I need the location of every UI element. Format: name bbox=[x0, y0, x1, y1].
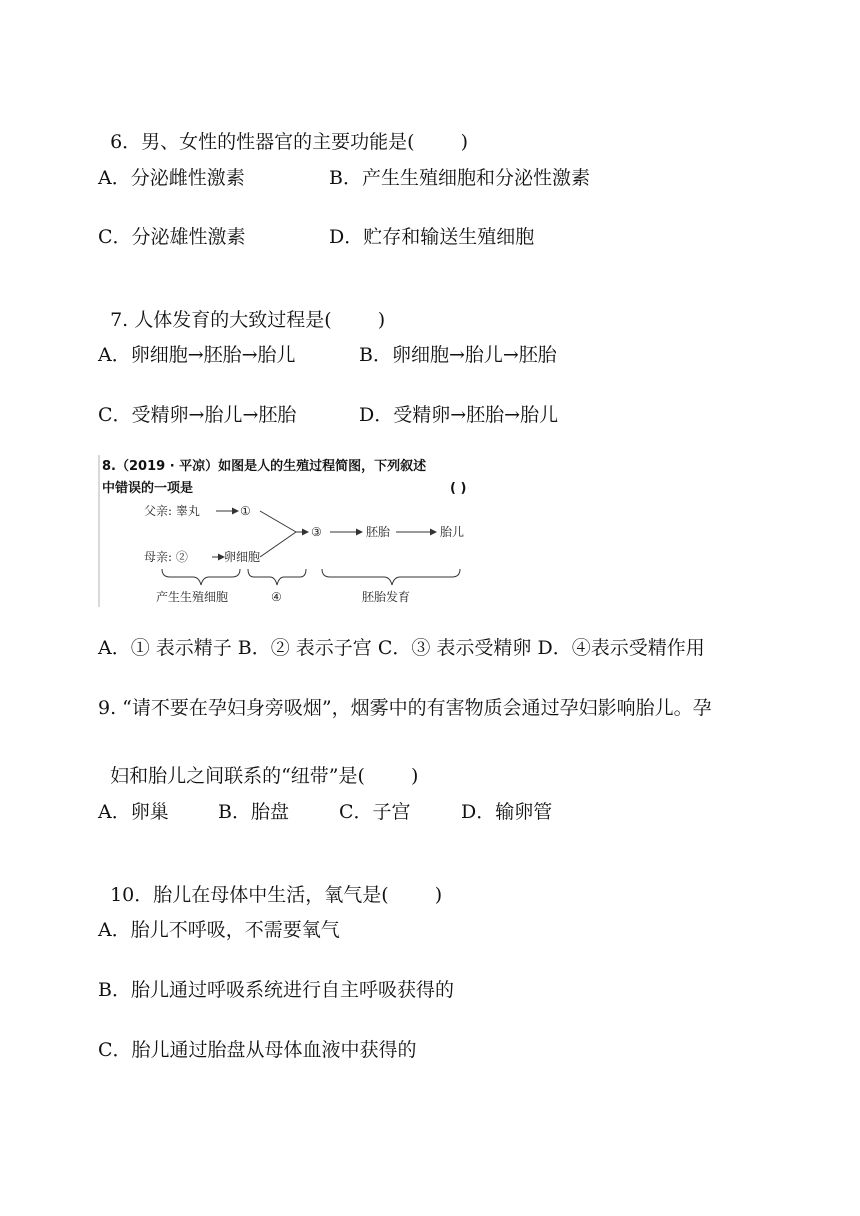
answer-blank-close: ) bbox=[460, 131, 469, 153]
answer-blank-close: ) bbox=[377, 309, 386, 331]
question-6-option-a: A．分泌雌性激素 bbox=[98, 167, 245, 189]
father-testis-label: 父亲: 睾丸 bbox=[144, 504, 200, 518]
marker-1: ① bbox=[240, 504, 251, 518]
question-10-option-b: B．胎儿通过呼吸系统进行自主呼吸获得的 bbox=[98, 979, 454, 1001]
fetus-label: 胎儿 bbox=[440, 525, 465, 539]
figure-header-paren: ( ) bbox=[450, 481, 467, 496]
line-egg-to-3 bbox=[260, 532, 296, 557]
answer-blank-close: ) bbox=[410, 765, 419, 787]
question-9-option-c: C．子宫 bbox=[339, 801, 411, 823]
brace-gamete-label: 产生生殖细胞 bbox=[156, 590, 229, 604]
question-9-option-a: A．卵巢 bbox=[98, 801, 169, 823]
brace-4-label: ④ bbox=[271, 590, 282, 604]
question-9-option-b: B．胎盘 bbox=[218, 801, 289, 823]
question-9-text: 妇和胎儿之间联系的“纽带”是( bbox=[110, 765, 365, 787]
question-7-stem bbox=[98, 284, 385, 332]
embryo-label: 胚胎 bbox=[366, 525, 391, 539]
question-7-text: 7. 人体发育的大致过程是( bbox=[110, 309, 332, 331]
question-8-options: A．① 表示精子 B．② 表示子宫 C．③ 表示受精卵 D．④表示受精作用 bbox=[98, 637, 705, 659]
figure-header-line2: 中错误的一项是 bbox=[102, 481, 194, 496]
question-9-stem-line2 bbox=[98, 740, 418, 788]
question-9-stem-line1: 9. “请不要在孕妇身旁吸烟”，烟雾中的有害物质会通过孕妇影响胎儿。孕 bbox=[98, 697, 712, 719]
brace-4 bbox=[248, 569, 306, 585]
question-7-option-a: A．卵细胞→胚胎→胎儿 bbox=[98, 344, 296, 366]
question-10-text: 10．胎儿在母体中生活，氧气是( bbox=[110, 884, 389, 906]
brace-embryo-label: 胚胎发育 bbox=[362, 590, 411, 604]
question-6-option-c: C．分泌雄性激素 bbox=[98, 226, 246, 248]
question-7-option-d: D．受精卵→胚胎→胎儿 bbox=[359, 404, 559, 426]
answer-blank-close: ) bbox=[434, 884, 443, 906]
line-sperm-to-3 bbox=[260, 511, 296, 532]
mother-label: 母亲: ② bbox=[144, 550, 188, 564]
brace-embryo-development bbox=[322, 569, 460, 585]
marker-3: ③ bbox=[311, 525, 322, 539]
reproduction-process-figure bbox=[98, 455, 506, 607]
question-10-option-a: A．胎儿不呼吸，不需要氧气 bbox=[98, 919, 340, 941]
question-10-option-c: C．胎儿通过胎盘从母体血液中获得的 bbox=[98, 1039, 417, 1061]
question-6-option-d: D．贮存和输送生殖细胞 bbox=[329, 226, 535, 248]
question-6-option-b: B．产生生殖细胞和分泌性激素 bbox=[329, 167, 590, 189]
reproduction-diagram bbox=[100, 455, 506, 607]
brace-gamete-production bbox=[162, 569, 240, 585]
question-7-option-b: B．卵细胞→胎儿→胚胎 bbox=[359, 344, 557, 366]
question-7-option-c: C．受精卵→胎儿→胚胎 bbox=[98, 404, 297, 426]
question-6-stem bbox=[98, 106, 468, 154]
egg-cell-label: 卵细胞 bbox=[224, 550, 261, 564]
question-9-option-d: D．输卵管 bbox=[461, 801, 553, 823]
question-6-text: 6．男、女性的性器官的主要功能是( bbox=[110, 131, 415, 153]
figure-header-line1: 8.（2019 · 平凉）如图是人的生殖过程简图，下列叙述 bbox=[102, 459, 427, 474]
question-10-stem bbox=[98, 859, 442, 907]
